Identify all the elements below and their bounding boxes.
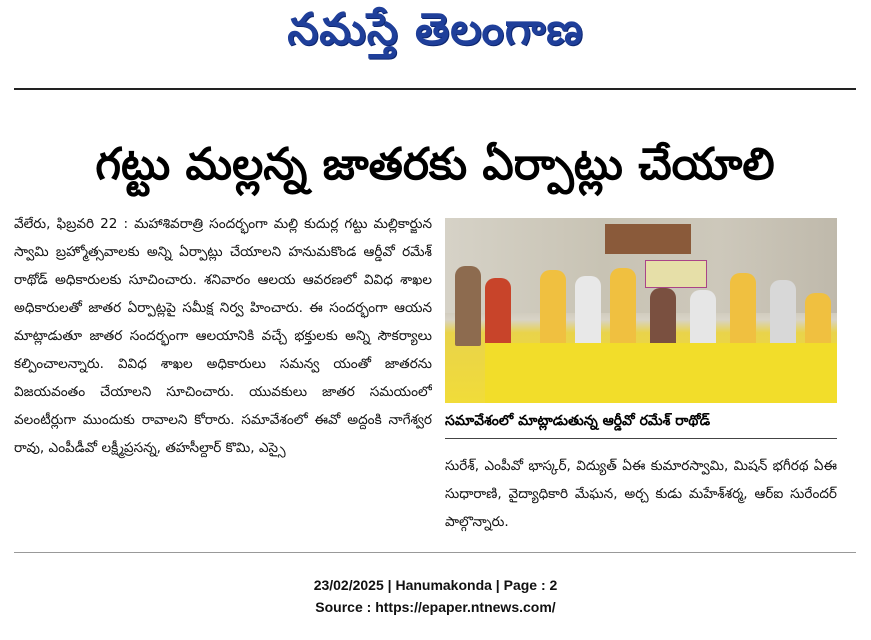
headline: గట్టు మల్లన్న జాతరకు ఏర్పాట్లు చేయాలి — [95, 139, 775, 190]
photo-banner — [605, 224, 691, 254]
photo-person — [575, 276, 601, 346]
photo-person — [485, 278, 511, 348]
photo-sign — [645, 260, 707, 288]
photo-person — [730, 273, 756, 348]
photo-person — [455, 266, 481, 346]
footer-source: Source : https://epaper.ntnews.com/ — [315, 599, 556, 615]
photo-caption: సమావేశంలో మాట్లాడుతున్న ఆర్డీవో రమేశ్ రాథోడ్ — [445, 413, 711, 429]
article-body-left: వేలేరు, ఫిబ్రవరి 22 : మహాశివరాత్రి సందర్భంగా మల్లి కుదుర్ల గట్టు మల్లికార్జున స్వామి బ్రహ్మోత్సవాలకు అన్ని ఏర్పాట్లు చేయాలని హనుమకొండ ఆర్డీవో రమేశ్ రాథోడ్ అధికారులకు సూచించారు. శనివారం ఆలయ ఆవరణలో వివిధ శాఖల అధికారులతో జాతర ఏర్పాట్లపై సమీక్ష నిర్వ హించారు. ఈ సందర్భంగా ఆయన మాట్లాడుతూ జాతర సందర్భంగా ఆలయానికి వచ్చే భక్తులకు అన్ని సౌకర్యాలు కల్పించాలన్నారు. వివిధ శాఖల అధికారులు సమన్వ యంతో జాతరను విజయవంతం చేయాలని సూచించారు. యువకులు జాతర సమయంలో వలంటీర్లుగా ముందుకు రావాలని కోరారు. సమావేశంలో ఈవో అద్దంకి నాగేశ్వర రావు, ఎంపీడీవో లక్ష్మీప్రసన్న, తహసీల్దార్ కొమి, ఎస్సై — [14, 216, 432, 456]
photo-table — [485, 343, 837, 403]
photo-person — [770, 280, 796, 348]
article-body-right: సురేశ్, ఎంపీవో భాస్కర్, విద్యుత్ ఏఈ కుమారస్వామి, మిషన్ భగీరథ ఏఈ సుధారాణి, వైద్యాధికారి మేఘన, అర్చ కుడు మహేశ్‌శర్మ, ఆర్ఐ సురేందర్ పాల్గొన్నారు. — [445, 458, 837, 530]
photo-person — [650, 288, 676, 348]
masthead-logo: నమస్తే తెలంగాణ — [287, 4, 584, 55]
masthead — [0, 0, 871, 70]
footer — [0, 574, 871, 618]
photo-person — [690, 290, 716, 348]
footer-date-edition: 23/02/2025 | Hanumakonda | Page : 2 — [313, 577, 558, 593]
header-rule — [14, 88, 856, 90]
photo-person — [540, 270, 566, 345]
news-photo — [445, 218, 837, 403]
caption-rule — [445, 438, 837, 439]
photo-person — [805, 293, 831, 348]
footer-rule — [14, 552, 856, 553]
photo-person — [610, 268, 636, 346]
